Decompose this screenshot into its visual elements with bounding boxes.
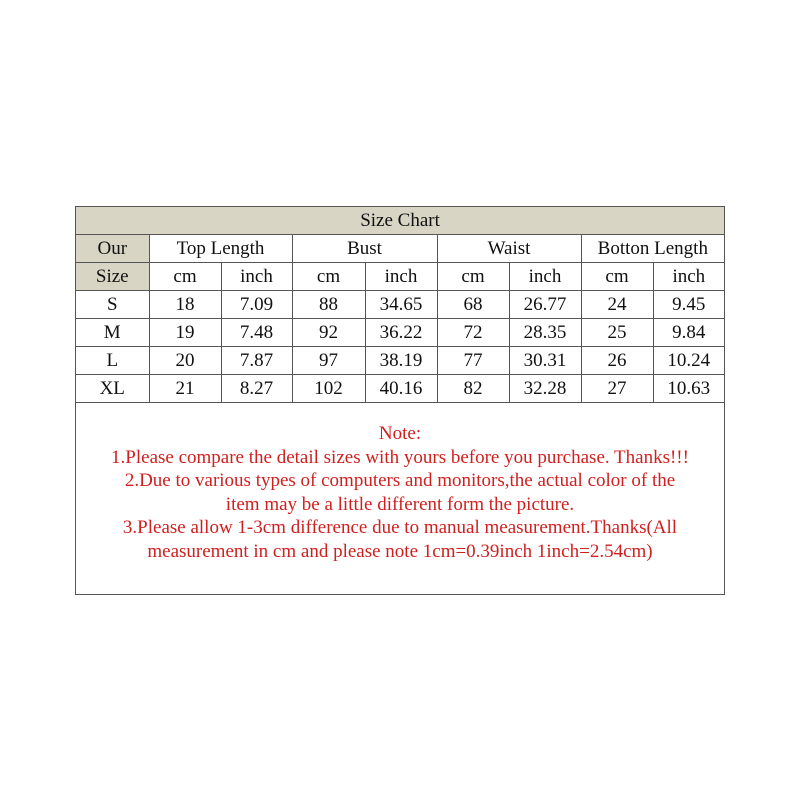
unit-header: inch	[653, 263, 724, 291]
unit-header: inch	[509, 263, 581, 291]
our-size-label-bottom: Size	[76, 263, 149, 291]
note-line: 3.Please allow 1-3cm difference due to manual measurement.Thanks(All	[122, 517, 678, 539]
unit-header: cm	[149, 263, 221, 291]
note-line: item may be a little different form the picture.	[225, 493, 575, 515]
value-cell: 30.31	[509, 347, 581, 375]
unit-header: cm	[437, 263, 509, 291]
unit-header: cm	[292, 263, 365, 291]
table-row	[76, 375, 724, 403]
value-cell: 40.16	[365, 375, 437, 403]
value-cell: 34.65	[365, 291, 437, 319]
value-cell: 25	[581, 319, 653, 347]
size-cell: L	[76, 347, 149, 375]
unit-header: inch	[365, 263, 437, 291]
value-cell: 10.63	[653, 375, 724, 403]
table-row	[76, 319, 724, 347]
chart-title: Size Chart	[76, 207, 724, 235]
size-chart-sheet	[75, 206, 725, 595]
value-cell: 21	[149, 375, 221, 403]
value-cell: 28.35	[509, 319, 581, 347]
size-cell: XL	[76, 375, 149, 403]
value-cell: 36.22	[365, 319, 437, 347]
size-cell: S	[76, 291, 149, 319]
group-header-bust: Bust	[292, 235, 437, 263]
value-cell: 9.84	[653, 319, 724, 347]
value-cell: 27	[581, 375, 653, 403]
value-cell: 24	[581, 291, 653, 319]
value-cell: 20	[149, 347, 221, 375]
note-heading: Note:	[378, 423, 422, 444]
note-line: 2.Due to various types of computers and monitors,the actual color of the	[124, 470, 676, 492]
size-chart-table	[76, 207, 724, 403]
value-cell: 18	[149, 291, 221, 319]
table-row	[76, 347, 724, 375]
table-row	[76, 291, 724, 319]
value-cell: 38.19	[365, 347, 437, 375]
value-cell: 88	[292, 291, 365, 319]
value-cell: 26	[581, 347, 653, 375]
value-cell: 7.09	[221, 291, 292, 319]
note-block	[76, 422, 724, 564]
our-size-label-top: Our	[76, 235, 149, 263]
value-cell: 102	[292, 375, 365, 403]
group-header-botton-length: Botton Length	[581, 235, 724, 263]
value-cell: 77	[437, 347, 509, 375]
value-cell: 82	[437, 375, 509, 403]
size-rows	[76, 291, 724, 403]
note-line: 1.Please compare the detail sizes with yours before you purchase. Thanks!!!	[111, 446, 689, 468]
value-cell: 92	[292, 319, 365, 347]
size-cell: M	[76, 319, 149, 347]
value-cell: 68	[437, 291, 509, 319]
value-cell: 26.77	[509, 291, 581, 319]
value-cell: 7.48	[221, 319, 292, 347]
group-header-waist: Waist	[437, 235, 581, 263]
unit-header: inch	[221, 263, 292, 291]
value-cell: 97	[292, 347, 365, 375]
value-cell: 32.28	[509, 375, 581, 403]
value-cell: 8.27	[221, 375, 292, 403]
group-header-top-length: Top Length	[149, 235, 292, 263]
note-line: measurement in cm and please note 1cm=0.39inch 1inch=2.54cm)	[147, 540, 653, 562]
value-cell: 72	[437, 319, 509, 347]
value-cell: 19	[149, 319, 221, 347]
value-cell: 9.45	[653, 291, 724, 319]
value-cell: 10.24	[653, 347, 724, 375]
unit-header: cm	[581, 263, 653, 291]
value-cell: 7.87	[221, 347, 292, 375]
